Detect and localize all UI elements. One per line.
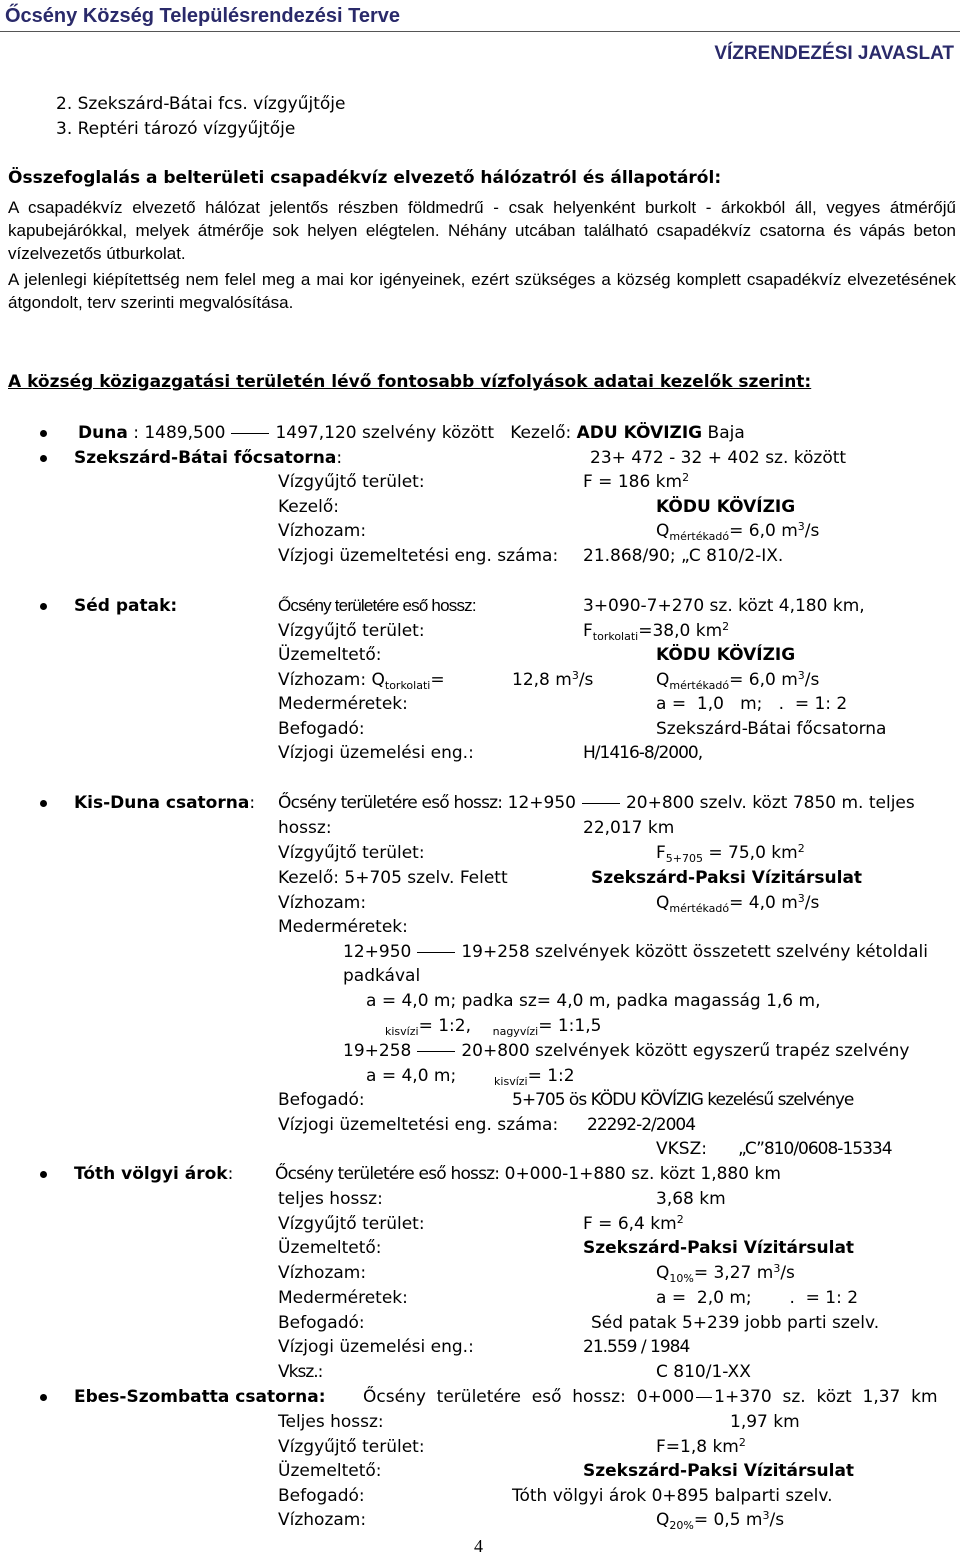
summary-paragraph-1: A csapadékvíz elvezető hálózat jelentős részben földmedrű - csak helyenként burkolt - árkokból áll, vegyes átmérőjű kapubejárókkal, melyek átmérője sok helyen elégtelen. Néhány utcában található csapadékvíz csatorna és vápás beton vízelvezetős útburkolat. (8, 198, 956, 263)
duna-row: Duna : 1489,500 1497,120 szelvény között Kezelő: ADU KÖVIZIG Baja (78, 423, 745, 443)
toth-vksz-label: Vksz.: (278, 1362, 323, 1382)
sed-jog-label: Vízjogi üzemelési eng.: (278, 743, 474, 763)
dash (231, 433, 269, 434)
summary-paragraph-2: A jelenlegi kiépítettség nem felel meg a mai kor igényeinek, ezért szükséges a község komplett csapadékvíz elvezetésének átgondolt, terv szerinti megvalósítása. (8, 270, 956, 312)
kis-viz-label: Vízhozam: (278, 893, 367, 913)
bullet-icon (40, 455, 47, 462)
section-heading: A község közigazgatási területén lévő fontosabb vízfolyások adatai kezelők szerint: (8, 372, 812, 392)
kis-vksz-label: VKSZ: (656, 1139, 707, 1159)
szb-range: 23+ 472 - 32 + 402 sz. között (590, 448, 847, 468)
ebes-uz-value: Szekszárd-Paksi Vízitársulat (583, 1461, 855, 1481)
ebes-viz-value: $Q_{20\%}= 0,5$ $m^3/s$ (656, 1509, 785, 1532)
szb-viz-label: Vízhozam: (278, 521, 367, 541)
list-item: 2. Szekszárd-Bátai fcs. vízgyűjtője (56, 94, 346, 114)
kis-jog-value: 22292-2/2004 (587, 1115, 696, 1135)
bullet-icon (40, 1171, 47, 1178)
dash (417, 952, 455, 953)
ebes-bef-label: Befogadó: (278, 1486, 365, 1506)
toth-l1: Őcsény területére eső hossz: 0+000-1+880 sz. közt 1,880 km (275, 1164, 781, 1184)
toth-hossz-value: 3,68 km (656, 1189, 726, 1209)
kis-bef-value: 5+705 ös KÖDU KÖVÍZIG kezelésű szelvénye (512, 1090, 854, 1110)
ebes-hossz-label: Teljes hossz: (278, 1412, 384, 1432)
kis-viz-value: $Q_{mértékadó}= 4,0$ $m^3/s$ (656, 892, 820, 915)
page-number: 4 (474, 1536, 483, 1556)
toth-med-label: Mederméretek: (278, 1288, 408, 1308)
kis-hossz-label: hossz: (278, 818, 332, 838)
bullet-icon (40, 603, 47, 610)
toth-vgy-label: Vízgyűjtő terület: (278, 1214, 425, 1234)
ebes-vgy-value: F=1,8 $km^2$ (656, 1436, 746, 1457)
toth-vgy-value: F = 6,4 $km^2$ (583, 1213, 684, 1234)
sed-viz-v1: 12,8 $m^3/s$ (512, 669, 594, 690)
kis-m5: 19+258 20+800 szelvények között egyszerű trapéz szelvény (343, 1041, 910, 1061)
summary-heading: Összefoglalás a belterületi csapadékvíz elvezető hálózatról és állapotáról: (8, 168, 722, 188)
kis-m4: $_{kisvízi}$= 1:2, $_{nagyvízi}$= 1:1,5 (385, 1016, 602, 1038)
ebes-l1: Őcsény területére eső hossz: 0+000 1+370 sz. közt 1,37 km (363, 1387, 938, 1407)
toth-vksz-value: C 810/1-XX (656, 1362, 751, 1382)
kis-jog-label: Vízjogi üzemeltetési eng. száma: (278, 1115, 559, 1135)
bullet-icon (40, 800, 47, 807)
szb-kez-label: Kezelő: (278, 497, 339, 517)
toth-med-value: a = 2,0 m; . = 1: 2 (656, 1288, 859, 1308)
header-divider (0, 31, 960, 32)
list-item: 3. Reptéri tározó vízgyűjtője (56, 119, 296, 139)
kis-med-label: Mederméretek: (278, 917, 408, 937)
toth-viz-value: $Q_{10\%}= 3,27$ $m^3/s$ (656, 1262, 795, 1285)
sed-bef-label: Befogadó: (278, 719, 365, 739)
toth-uz-label: Üzemeltető: (278, 1238, 382, 1258)
sed-hossz-label: Őcsény területére eső hossz: (278, 596, 476, 615)
kis-m3: a = 4,0 m; padka sz= 4,0 m, padka magasság 1,6 m, (366, 991, 821, 1011)
kis-hossz-value: 22,017 km (583, 818, 675, 838)
ebes-hossz-value: 1,97 km (730, 1412, 800, 1432)
bullet-icon (40, 1394, 47, 1401)
sed-bef-value: Szekszárd-Bátai főcsatorna (656, 719, 887, 739)
szb-viz-value: $Q_{mértékadó}= 6,0$ $m^3/s$ (656, 520, 820, 543)
kis-m6: a = 4,0 m; $_{kisvízi}$= 1:2 (366, 1066, 575, 1088)
ebes-vgy-label: Vízgyűjtő terület: (278, 1437, 425, 1457)
duna-name: Duna (78, 423, 128, 443)
toth-bef-label: Befogadó: (278, 1313, 365, 1333)
kis-m2: padkával (343, 966, 421, 986)
szb-vgy-label: Vízgyűjtő terület: (278, 472, 425, 492)
dash (582, 803, 620, 804)
szb-jog-label: Vízjogi üzemeltetési eng. száma: (278, 546, 559, 566)
section-title: VÍZRENDEZÉSI JAVASLAT (714, 43, 954, 64)
bullet-icon (40, 430, 47, 437)
sed-uz-label: Üzemeltető: (278, 645, 382, 665)
kis-name-row: Kis-Duna csatorna: (74, 793, 256, 813)
toth-uz-value: Szekszárd-Paksi Vízitársulat (583, 1238, 855, 1258)
toth-bef-value: Séd patak 5+239 jobb parti szelv. (591, 1313, 880, 1333)
kis-vgy-value: $F_{5+705} = 75,0$ $km^2$ (656, 842, 805, 865)
szb-name-row: Szekszárd-Bátai főcsatorna: (74, 448, 343, 468)
kis-vgy-label: Vízgyűjtő terület: (278, 843, 425, 863)
sed-viz-v2: $Q_{mértékadó}= 6,0$ $m^3/s$ (656, 669, 820, 692)
ebes-bef-value: Tóth völgyi árok 0+895 balparti szelv. (512, 1486, 833, 1506)
toth-jog-label: Vízjogi üzemelési eng.: (278, 1337, 474, 1357)
dash (696, 1397, 712, 1398)
document-title: Őcsény Község Településrendezési Terve (5, 5, 400, 27)
sed-viz-label: Vízhozam: $Q_{torkolati}=$ (278, 670, 445, 692)
kis-bef-label: Befogadó: (278, 1090, 365, 1110)
sed-hossz-value: 3+090-7+270 sz. közt 4,180 km, (583, 596, 865, 616)
toth-viz-label: Vízhozam: (278, 1263, 367, 1283)
sed-name: Séd patak: (74, 596, 178, 616)
szb-kez-value: KÖDU KÖVÍZIG (656, 497, 796, 517)
szb-jog-value: 21.868/90; „C 810/2-IX. (583, 546, 784, 566)
dash (417, 1051, 455, 1052)
toth-hossz-label: teljes hossz: (278, 1189, 383, 1209)
toth-name-row: Tóth völgyi árok: (74, 1164, 234, 1184)
ebes-name: Ebes-Szombatta csatorna: (74, 1387, 326, 1407)
ebes-uz-label: Üzemeltető: (278, 1461, 382, 1481)
kis-kez-value: Szekszárd-Paksi Vízitársulat (591, 868, 863, 888)
sed-med-value: a = 1,0 m; . = 1: 2 (656, 694, 848, 714)
sed-vgy-label: Vízgyűjtő terület: (278, 621, 425, 641)
kis-kez-label: Kezelő: 5+705 szelv. Felett (278, 868, 508, 888)
ebes-viz-label: Vízhozam: (278, 1510, 367, 1530)
sed-med-label: Mederméretek: (278, 694, 408, 714)
szb-vgy-value: F = 186 $km^2$ (583, 471, 690, 492)
sed-uz-value: KÖDU KÖVÍZIG (656, 645, 796, 665)
sed-vgy-value: $F_{torkolati}=38,0$ $km^2$ (583, 620, 730, 643)
sed-jog-value: H/1416-8/2000, (583, 743, 703, 763)
kis-l1: Őcsény területére eső hossz: 12+950 20+800 szelv. közt 7850 m. teljes (278, 793, 915, 813)
toth-jog-value: 21.559 / 1984 (583, 1337, 690, 1357)
kis-vksz-value: „C”810/0608-15334 (738, 1139, 892, 1159)
kis-m1: 12+950 19+258 szelvények között összetett szelvény kétoldali (343, 942, 928, 962)
